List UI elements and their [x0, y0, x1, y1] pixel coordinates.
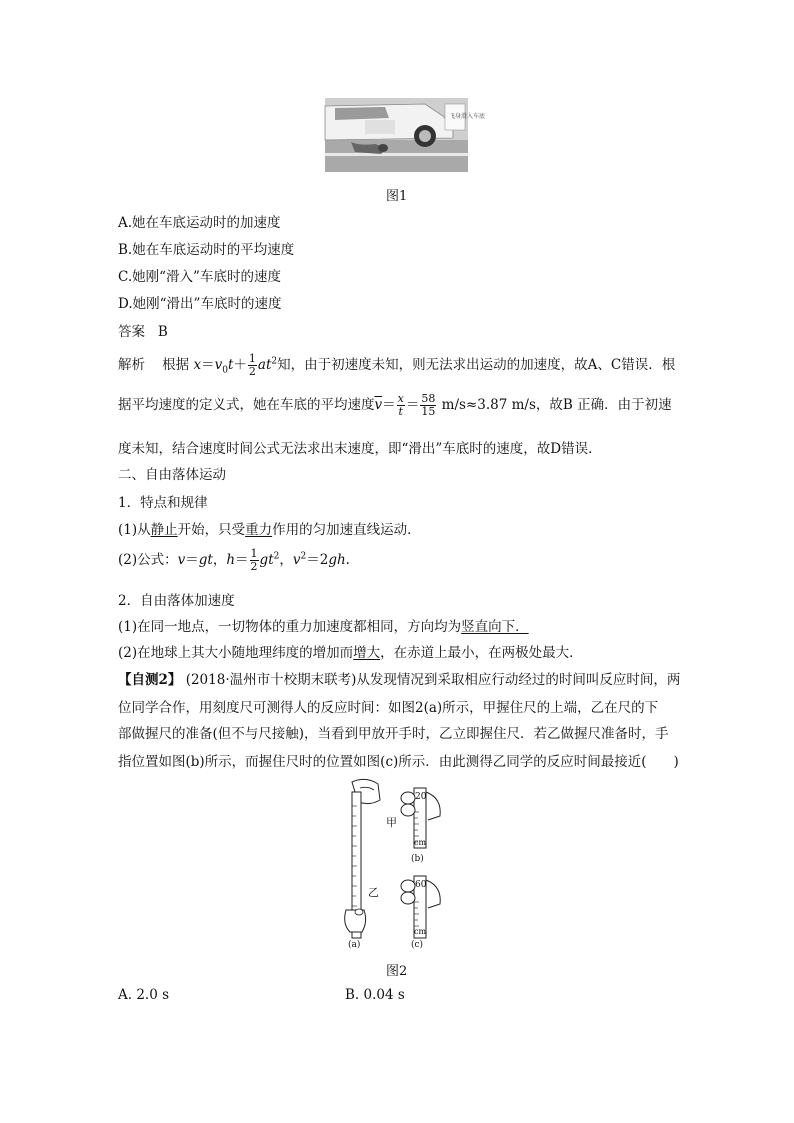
selftest-line-3: 部做握尺的准备(但不与尺接触)，当看到甲放开手时，乙立即握住尺．若乙做握尺准备时，手 [118, 726, 669, 742]
ruler-b-unit: cm [414, 838, 427, 847]
option-b: B.她在车底运动时的平均速度 [118, 242, 295, 258]
figure2-diagram [336, 776, 460, 952]
selftest-line-1: 【自测2】 (2018·温州市十校期末联考)从发现情况到采取相应行动经过的时间叫反应时间，两 [118, 672, 681, 688]
label-a: (a) [348, 940, 361, 950]
fraction-x-t: $\frac{x}{t}$ [397, 392, 404, 418]
selftest-line-2: 位同学合作，用刻度尺可测得人的反应时间：如图2(a)所示，甲握住尺的上端，乙在尺的下 [118, 700, 659, 716]
fraction-half: $\frac{1}{2}$ [248, 352, 256, 378]
analysis-line-1: 解析 根据 $x=v_0t+$ $\frac{1}{2}$ $at^2$知，由于初速度未知，则无法求出运动的加速度，故A、C错误．根 [118, 352, 676, 378]
option-a: A.她在车底运动时的加速度 [118, 215, 281, 231]
label-jia: 甲 [386, 816, 397, 829]
figure2-caption: 图2 [386, 964, 408, 979]
fraction-half-2: $\frac{1}{2}$ [250, 547, 258, 573]
figure1-caption: 图1 [386, 189, 408, 204]
ruler-c-number: 60 [415, 880, 427, 890]
sign-text: 飞身滑入车底 [449, 113, 486, 120]
q2-option-b: B. 0.04 s [345, 987, 405, 1003]
acceleration-2: (2)在地球上其大小随地理纬度的增加而增大，在赤道上最小，在两极处最大． [118, 645, 583, 661]
label-c: (c) [411, 940, 424, 950]
answer-line: 答案 B [118, 324, 168, 340]
q2-option-a: A. 2.0 s [118, 987, 170, 1003]
ruler-b-number: 20 [415, 792, 427, 802]
subsection-2-title: 2．自由落体加速度 [118, 593, 235, 609]
subsection-1-title: 1．特点和规律 [118, 495, 208, 511]
ruler-c-unit: cm [414, 927, 427, 936]
acceleration-1: (1)在同一地点，一切物体的重力加速度都相同，方向均为竖直向下． [118, 619, 529, 635]
label-yi: 乙 [368, 886, 379, 899]
ruler-diagram [336, 776, 460, 952]
analysis-line-3: 度未知，结合速度时间公式无法求出末速度，即“滑出”车底时的速度，故D错误． [118, 441, 602, 457]
formula-line: (2)公式：v＝gt，h＝ $\frac{1}{2}$ $gt^2$，$v^2=2gh$. [118, 547, 350, 573]
car-photo-illustration [325, 98, 486, 172]
option-d: D.她刚“滑出”车底时的速度 [118, 296, 282, 312]
analysis-line-2: 据平均速度的定义式，她在车底的平均速度$\overline{v}=$ $\frac{x}{t}$ ＝ $\frac{58}{15}$ m/s≈3.87 m/s，故B 正确．由于初速 [118, 392, 672, 418]
option-c: C.她刚“滑入”车底时的速度 [118, 269, 281, 285]
label-b: (b) [411, 854, 424, 864]
fraction-58-15: $\frac{58}{15}$ [421, 392, 436, 418]
figure1-photo [325, 98, 486, 172]
section-title: 二、自由落体运动 [118, 467, 226, 483]
selftest-line-4: 指位置如图(b)所示，而握住尺时的位置如图(c)所示．由此测得乙同学的反应时间最接近( ) [118, 754, 679, 770]
property-1: (1)从静止开始，只受重力作用的匀加速直线运动． [118, 522, 421, 538]
